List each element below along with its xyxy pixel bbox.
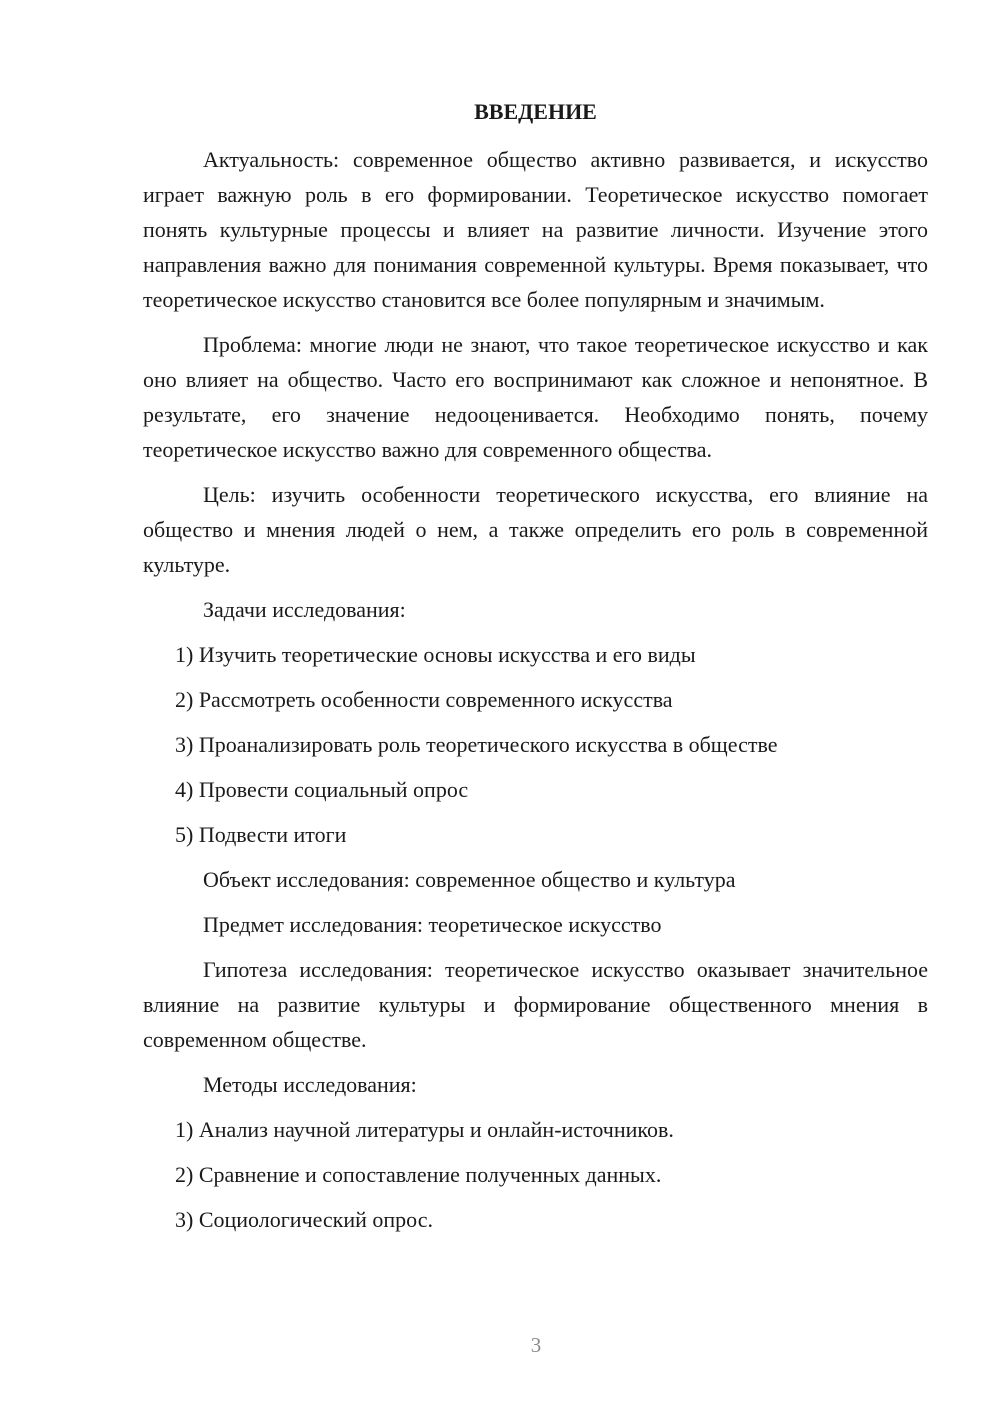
- method-item: 2) Сравнение и сопоставление полученных данных.: [175, 1162, 662, 1187]
- task-item: 5) Подвести итоги: [175, 822, 347, 847]
- research-subject: Предмет исследования: теоретическое искусство: [203, 912, 662, 937]
- method-item: 1) Анализ научной литературы и онлайн-источников.: [175, 1117, 674, 1142]
- relevance-paragraph: Актуальность: современное общество активно развивается, и искусство играет важную роль в его формировании. Теоретическое искусство помогает понять культурные процессы и влияет на развитие личности. Изучение этого направления важно для понимания современной культуры. Время показывает, что теоретическое искусство становится все более популярным и значимым.: [143, 147, 928, 312]
- task-item: 4) Провести социальный опрос: [175, 777, 469, 802]
- page-number: 3: [530, 1333, 542, 1357]
- task-item: 2) Рассмотреть особенности современного искусства: [175, 687, 673, 712]
- tasks-heading: Задачи исследования:: [203, 597, 406, 622]
- task-item: 1) Изучить теоретические основы искусства и его виды: [175, 642, 696, 667]
- document-page: [143, 94, 928, 1247]
- research-object: Объект исследования: современное общество и культура: [203, 867, 736, 892]
- task-item: 3) Проанализировать роль теоретического искусства в обществе: [175, 732, 778, 757]
- problem-paragraph: Проблема: многие люди не знают, что такое теоретическое искусство и как оно влияет на общество. Часто его воспринимают как сложное и непонятное. В результате, его значение недооценивается. Необходимо понять, почему теоретическое искусство важно для современного общества.: [143, 332, 928, 462]
- hypothesis-paragraph: Гипотеза исследования: теоретическое искусство оказывает значительное влияние на развитие культуры и формирование общественного мнения в современном обществе.: [143, 957, 928, 1052]
- document-title: ВВЕДЕНИЕ: [474, 99, 597, 124]
- goal-paragraph: Цель: изучить особенности теоретического искусства, его влияние на общество и мнения людей о нем, а также определить его роль в современной культуре.: [143, 482, 928, 577]
- methods-heading: Методы исследования:: [203, 1072, 417, 1097]
- method-item: 3) Социологический опрос.: [175, 1207, 433, 1232]
